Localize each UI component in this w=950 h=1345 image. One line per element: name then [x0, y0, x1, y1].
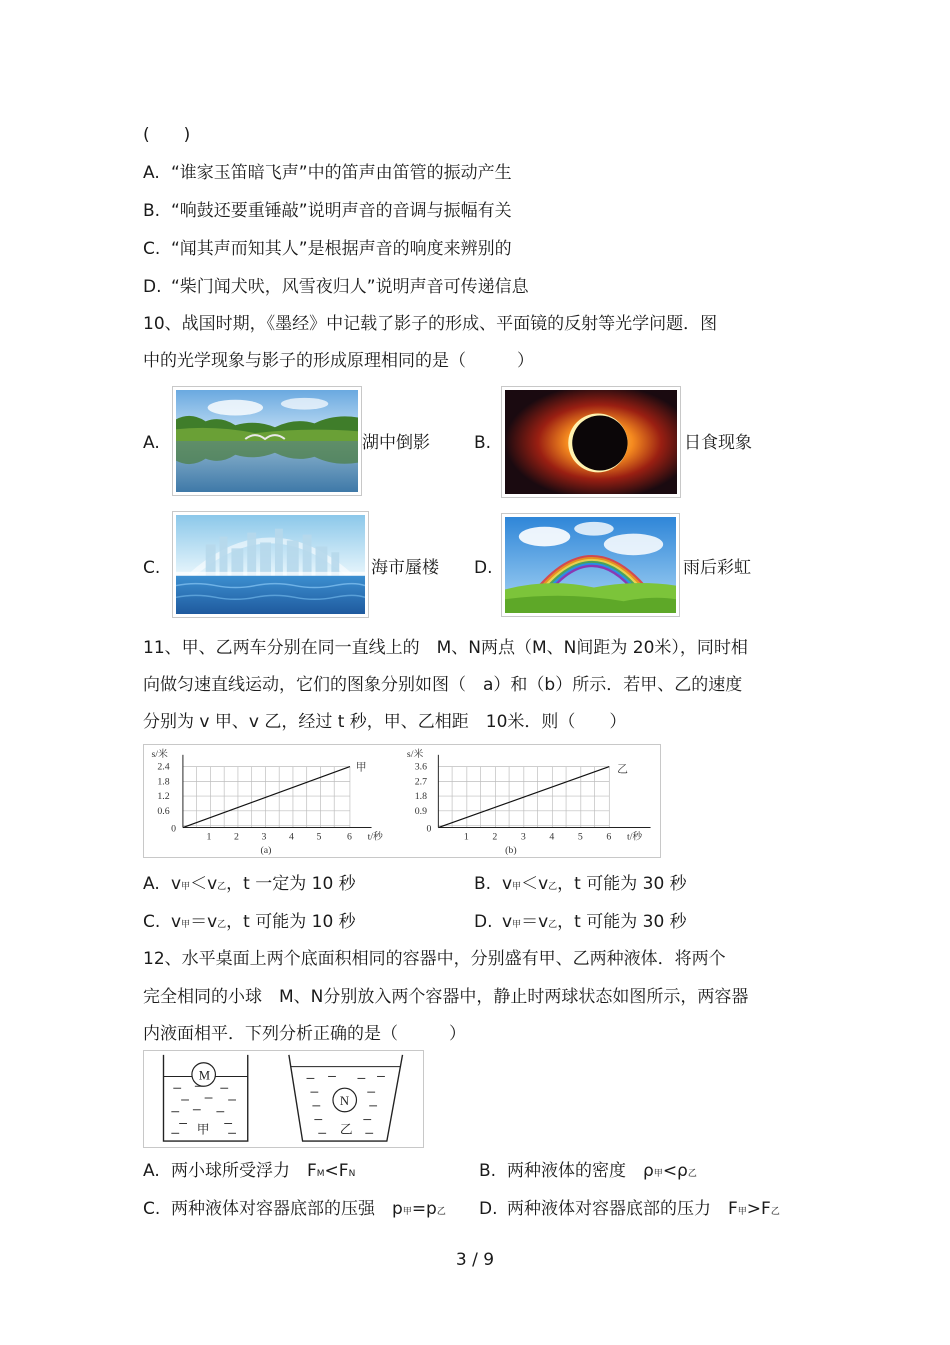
var-v: v [171, 912, 182, 932]
subscript: 乙 [770, 1207, 780, 1217]
option-text: “谁家玉笛暗飞声”中的笛声由笛管的振动产生 [171, 163, 512, 183]
q12-containers-figure [143, 1050, 424, 1148]
y-tick: 2.7 [414, 776, 428, 788]
q10-option-a-letter: A. [143, 433, 160, 453]
graph-b [407, 747, 651, 856]
x-tick: 5 [316, 831, 322, 843]
option-text: 两种液体的密度 ρ [507, 1161, 654, 1181]
q11-option-c [143, 911, 356, 936]
x-tick: 5 [577, 831, 583, 843]
q12-option-d [479, 1198, 780, 1223]
graph-b-xlabel: t/秒 [626, 831, 643, 843]
operator-text: >F [746, 1199, 771, 1219]
y-tick: 1.2 [157, 791, 170, 803]
y-tick: 1.8 [414, 791, 428, 803]
option-letter: A. [143, 874, 160, 894]
subscript: 甲 [402, 1207, 412, 1217]
graph-b-series-label: 乙 [617, 763, 628, 776]
graph-a-series-label: 甲 [355, 761, 367, 774]
liquid-right-label: 乙 [339, 1122, 353, 1137]
option-letter: D. [479, 1199, 498, 1219]
option-letter: C. [143, 239, 161, 259]
y-tick: 0 [171, 823, 177, 835]
q10-option-b-letter: B. [474, 433, 492, 453]
y-tick: 3.6 [414, 761, 428, 773]
liquid-left-label: 甲 [196, 1122, 210, 1137]
q10-option-b-caption: 日食现象 [684, 433, 752, 453]
option-text: 两小球所受浮力 F [171, 1161, 317, 1181]
q11-stem-line3: 分别为 v 甲、v 乙，经过 t 秒，甲、乙相距 10米．则（ ） [143, 712, 627, 732]
q10-stem-line2: 中的光学现象与影子的形成原理相同的是（ ） [143, 351, 534, 371]
var-v: v [502, 912, 513, 932]
x-tick: 3 [520, 831, 526, 843]
graph-a [151, 747, 384, 856]
q12-stem-line2: 完全相同的小球 M、N分别放入两个容器中，静止时两球状态如图所示，两容器 [143, 987, 749, 1007]
operator-text: ＜v [190, 874, 218, 894]
option-text: 两种液体对容器底部的压力 F [507, 1199, 738, 1219]
q9-option-b [143, 200, 512, 222]
option-text: ，t 可能为 30 秒 [557, 874, 687, 894]
subscript: 甲 [512, 920, 522, 930]
subscript: 乙 [217, 920, 227, 930]
q12-option-b [479, 1160, 697, 1185]
operator-text: ＝v [521, 912, 549, 932]
q10-option-c-caption: 海市蜃楼 [371, 558, 439, 578]
subscript: 乙 [436, 1207, 446, 1217]
subscript: 甲 [512, 882, 522, 892]
page-number: 3 / 9 [455, 1250, 495, 1270]
operator-text: =p [411, 1199, 437, 1219]
x-tick: 6 [346, 831, 352, 843]
q11-stem-line1: 11、甲、乙两车分别在同一直线上的 M、N两点（M、N间距为 20米），同时相 [143, 638, 748, 658]
q10-option-a-caption: 湖中倒影 [362, 433, 430, 453]
q9-option-c [143, 238, 512, 260]
q10-option-c-letter: C. [143, 558, 161, 578]
x-tick: 4 [549, 831, 555, 843]
operator-text: <ρ [662, 1161, 688, 1181]
q9-option-a [143, 162, 512, 184]
subscript: 甲 [653, 1169, 663, 1179]
ball-m-label: M [198, 1068, 211, 1083]
option-letter: A. [143, 1161, 160, 1181]
var-v: v [502, 874, 513, 894]
x-tick: 6 [606, 831, 612, 843]
operator-text: <F [324, 1161, 349, 1181]
option-letter: B. [479, 1161, 497, 1181]
right-container [289, 1055, 403, 1141]
option-text: “响鼓还要重锤敲”说明声音的音调与振幅有关 [171, 201, 512, 221]
y-tick: 0 [426, 823, 432, 835]
y-tick: 0.9 [414, 805, 428, 817]
q10-option-d-letter: D. [474, 558, 493, 578]
q11-option-d [474, 911, 687, 936]
rainbow-image [501, 513, 680, 617]
option-letter: B. [474, 874, 492, 894]
q9-answer-paren: ( ) [143, 125, 191, 145]
option-letter: C. [143, 1199, 161, 1219]
q10-stem-line1: 10、战国时期，《墨经》中记载了影子的形成、平面镜的反射等光学问题．图 [143, 314, 718, 334]
graph-b-ylabel: s/米 [406, 748, 424, 760]
q12-stem-line1: 12、水平桌面上两个底面积相同的容器中，分别盛有甲、乙两种液体．将两个 [143, 949, 726, 969]
left-container [164, 1055, 248, 1141]
mirage-image [172, 511, 369, 618]
option-text: 两种液体对容器底部的压强 p [171, 1199, 403, 1219]
option-text: “柴门闻犬吠，风雪夜归人”说明声音可传递信息 [171, 277, 529, 297]
option-letter: A. [143, 163, 160, 183]
option-text: “闻其声而知其人”是根据声音的响度来辨别的 [171, 239, 512, 259]
graph-a-caption: (a) [260, 845, 272, 857]
x-tick: 2 [234, 831, 239, 843]
q12-stem-line3: 内液面相平．下列分析正确的是（ ） [143, 1024, 466, 1044]
lake-reflection-image [172, 386, 362, 496]
q11-option-a [143, 873, 356, 898]
subscript: 甲 [181, 920, 191, 930]
y-tick: 0.6 [157, 805, 170, 817]
subscript: 乙 [217, 882, 227, 892]
graph-b-caption: (b) [505, 845, 517, 857]
graph-a-ylabel: s/米 [151, 748, 168, 760]
option-letter: C. [143, 912, 161, 932]
subscript: 乙 [687, 1169, 697, 1179]
x-tick: 3 [261, 831, 267, 843]
series-line-a [183, 767, 350, 828]
ball-n-label: N [339, 1093, 350, 1108]
subscript: 乙 [548, 920, 558, 930]
operator-text: ＜v [521, 874, 549, 894]
graph-a-xlabel: t/秒 [367, 831, 383, 843]
q12-option-c [143, 1198, 446, 1223]
subscript: N [348, 1169, 356, 1179]
q11-stem-line2: 向做匀速直线运动，它们的图象分别如图（ a）和（b）所示．若甲、乙的速度 [143, 675, 743, 695]
option-text: ，t 一定为 10 秒 [226, 874, 356, 894]
x-tick: 2 [492, 831, 498, 843]
option-text: ，t 可能为 30 秒 [557, 912, 687, 932]
y-tick: 2.4 [157, 761, 170, 773]
q9-option-d [143, 276, 529, 298]
option-letter: D. [474, 912, 493, 932]
x-tick: 4 [289, 831, 294, 843]
subscript: 甲 [737, 1207, 747, 1217]
option-letter: B. [143, 201, 161, 221]
subscript: M [316, 1169, 325, 1179]
var-v: v [171, 874, 182, 894]
option-text: ，t 可能为 10 秒 [226, 912, 356, 932]
subscript: 甲 [181, 882, 191, 892]
q11-option-b [474, 873, 687, 898]
q10-option-d-caption: 雨后彩虹 [683, 558, 751, 578]
q11-graphs-figure [143, 744, 661, 858]
q12-option-a [143, 1160, 355, 1185]
y-tick: 1.8 [157, 776, 170, 788]
x-tick: 1 [206, 831, 212, 843]
operator-text: ＝v [190, 912, 218, 932]
subscript: 乙 [548, 882, 558, 892]
solar-eclipse-image [501, 386, 681, 498]
x-tick: 1 [463, 831, 469, 843]
option-letter: D. [143, 277, 162, 297]
